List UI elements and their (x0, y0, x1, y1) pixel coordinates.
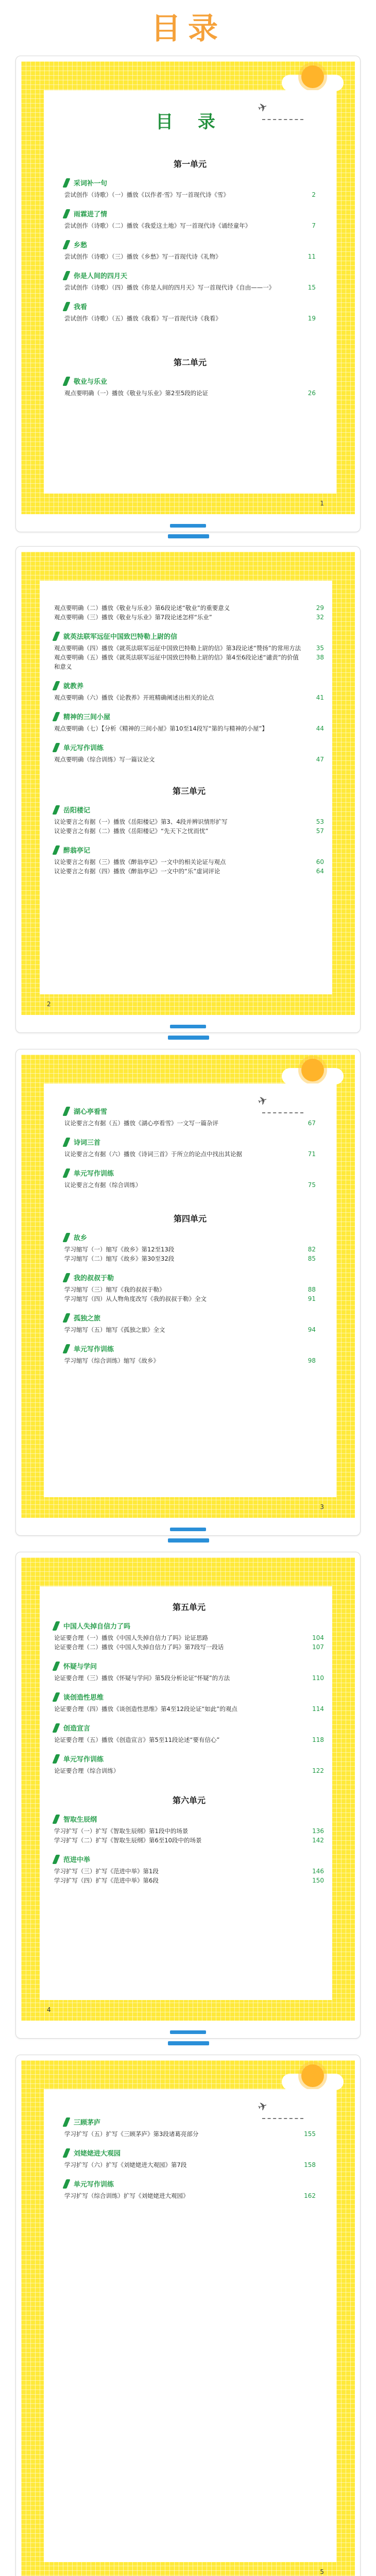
page-number: 67 (307, 1120, 316, 1127)
unit-heading: 第六单元 (172, 1795, 206, 1805)
page-number: 2 (312, 191, 316, 198)
page-number: 114 (312, 1705, 324, 1713)
toc-line[interactable]: 学习扩写（六）扩写《刘姥姥进大观园》第7段 158 (64, 2161, 316, 2168)
sheet-page-number: 3 (320, 1503, 324, 1511)
page-number: 136 (312, 1827, 324, 1835)
toc-content (54, 603, 324, 885)
page-number: 110 (312, 1674, 324, 1682)
page-number: 71 (307, 1150, 316, 1158)
toc-entry[interactable] (64, 209, 316, 230)
lesson-title[interactable]: 故乡 (64, 1232, 316, 1242)
lesson-title[interactable]: 单元写作训练 (64, 1344, 316, 1353)
toc-entry[interactable] (64, 1106, 316, 1128)
toc-entry[interactable] (64, 376, 316, 398)
page-number: 32 (316, 614, 324, 621)
page-number: 47 (316, 756, 324, 763)
divider-bar (168, 534, 209, 538)
toc-line[interactable]: 学习扩写（三）扩写《范进中举》第1段 146 (54, 1868, 324, 1875)
toc-line[interactable]: 观点要明确（六）播放《论教养》开班精确阐述出相关的论点 41 (54, 694, 324, 701)
toc-line[interactable]: 观点要明确（四）播放《就英法联军远征中国致巴特勒上尉的信》第3段论述“赞扬”的常用方法 35 (54, 645, 324, 652)
toc-line[interactable]: 观点要明确（五）播放《就英法联军远征中国致巴特勒上尉的信》第4至6段论述“谴责”的价值和意义 38 (54, 654, 324, 670)
unit-heading: 第二单元 (173, 358, 207, 367)
page-number: 44 (316, 725, 324, 732)
page-number: 26 (307, 389, 316, 397)
page-number: 146 (312, 1868, 324, 1875)
page-number: 91 (307, 1295, 316, 1302)
toc-line[interactable]: 议论要言之有据（五）播放《湖心亭看雪》一文写一篇杂评 67 (64, 1120, 316, 1127)
page-title: 目录 (150, 11, 225, 46)
toc-entry[interactable] (54, 1754, 324, 1775)
toc-line[interactable]: 观点要明确（一）播放《敬业与乐业》第2至5段的论证 26 (64, 389, 316, 397)
paper-plane-icon: ✈ (256, 100, 269, 116)
toc-entry[interactable] (54, 1621, 324, 1652)
page-number: 104 (312, 1634, 324, 1641)
lesson-title[interactable]: 就英法联军远征中国致巴特勒上尉的信 (54, 631, 324, 641)
lesson-title[interactable]: 单元写作训练 (64, 2179, 316, 2189)
toc-entry[interactable] (54, 742, 324, 764)
toc-entry[interactable] (54, 1723, 324, 1744)
toc-entry[interactable] (64, 1232, 316, 1263)
page-frame (21, 2060, 355, 2576)
page-number: 88 (307, 1286, 316, 1293)
toc-line[interactable]: 学习缩写（四）从人物角度改写《我的叔叔于勒》全文 91 (64, 1295, 316, 1302)
page-number: 142 (312, 1837, 324, 1844)
toc-content (64, 1106, 316, 1375)
divider-bar (168, 1538, 209, 1543)
toc-entry[interactable] (54, 1661, 324, 1683)
toc-entry[interactable] (54, 1814, 324, 1845)
sheet-page-number: 2 (47, 1001, 51, 1008)
page-number: 57 (316, 827, 324, 835)
lesson-title[interactable]: 我看 (64, 301, 316, 311)
page-number: 75 (307, 1181, 316, 1189)
toc-line[interactable]: 观点要明确（二）播放《敬业与乐业》第6段论述“敬业”的重要意义 29 (54, 604, 324, 612)
lesson-title[interactable]: 刘姥姥进大观园 (64, 2148, 316, 2158)
toc-line[interactable]: 学习扩写（二）扩写《智取生辰纲》第6至10段中的场景 142 (54, 1837, 324, 1844)
page-number: 94 (307, 1326, 316, 1333)
toc-line[interactable]: 学习缩写（五）缩写《孤独之旅》全文 94 (64, 1326, 316, 1333)
unit-heading: 第一单元 (173, 159, 207, 169)
page-frame (21, 1557, 355, 2021)
lesson-title[interactable]: 智取生辰纲 (54, 1814, 324, 1824)
paper-plane-icon: ✈ (256, 2099, 269, 2115)
toc-line[interactable]: 议论要言之有据（综合训练） 75 (64, 1181, 316, 1189)
lesson-title[interactable]: 湖心亭看雪 (64, 1106, 316, 1116)
toc-entry[interactable] (64, 178, 316, 199)
toc-entry[interactable] (64, 270, 316, 292)
toc-entry[interactable] (54, 845, 324, 876)
page-number: 118 (312, 1736, 324, 1743)
sun-icon (301, 65, 324, 88)
toc-line[interactable]: 学习扩写（四）扩写《范进中举》第6段 150 (54, 1877, 324, 1884)
page-number: 85 (307, 1255, 316, 1262)
toc-entry[interactable] (54, 1692, 324, 1714)
toc-page-3 (15, 1049, 361, 1536)
page-number: 15 (307, 284, 316, 291)
lesson-title[interactable]: 醉翁亭记 (54, 845, 324, 855)
toc-page-4 (15, 1552, 361, 2039)
toc-entry[interactable] (54, 1854, 324, 1885)
toc-page-5 (15, 2055, 361, 2576)
unit-heading: 第三单元 (172, 786, 206, 796)
lesson-title[interactable]: 单元写作训练 (64, 1168, 316, 1178)
page-number: 11 (307, 253, 316, 260)
sheet-page-number: 5 (320, 2568, 324, 2575)
toc-line[interactable]: 尝试创作（诗歌）（四）播放《你是人间的四月天》写一首现代诗《自由——一》 15 (64, 284, 316, 291)
sheet-page-number: 4 (47, 2006, 51, 2013)
lesson-title[interactable]: 岳阳楼记 (54, 805, 324, 815)
lesson-title[interactable]: 就教养 (54, 681, 324, 690)
page-frame (21, 1055, 355, 1518)
toc-line[interactable]: 论证要合理（五）播放《创造宣言》第5至11段论述“要有信心” 118 (54, 1736, 324, 1743)
page-number: 150 (312, 1877, 324, 1884)
lesson-title[interactable]: 乡愁 (64, 240, 316, 249)
toc-entry[interactable] (64, 1137, 316, 1159)
toc-line[interactable]: 尝试创作（诗歌）（三）播放《乡愁》写一首现代诗《礼物》 11 (64, 253, 316, 260)
page-number: 19 (307, 315, 316, 322)
toc-page-1 (15, 56, 361, 532)
toc-line[interactable]: 学习缩写（一）缩写《故乡》第12至13段 82 (64, 1246, 316, 1253)
page-tab-bar (170, 1025, 206, 1028)
lesson-title[interactable]: 单元写作训练 (54, 1754, 324, 1764)
toc-entry[interactable] (64, 1313, 316, 1334)
page-number: 41 (316, 694, 324, 701)
page-number: 162 (304, 2192, 316, 2199)
toc-entry[interactable] (64, 240, 316, 261)
sun-icon (301, 2064, 324, 2087)
unit-heading: 第五单元 (172, 1602, 206, 1612)
header (0, 0, 376, 52)
page-number: 158 (304, 2161, 316, 2168)
sun-icon (301, 1059, 324, 1081)
lesson-title[interactable]: 三顾茅庐 (64, 2117, 316, 2127)
lesson-title[interactable]: 怀疑与学问 (54, 1661, 324, 1671)
toc-entry[interactable] (54, 631, 324, 671)
page-number: 7 (312, 222, 316, 229)
toc-page-2 (15, 546, 361, 1033)
toc-entry[interactable] (54, 681, 324, 702)
page-number: 64 (316, 868, 324, 875)
page-number: 82 (307, 1246, 316, 1253)
toc-content (54, 1599, 324, 1894)
toc-line[interactable]: 观点要明确（七）【分析《精神的三间小屋》第10至14段写“第的与精神的小屋”】 44 (54, 725, 324, 732)
page-number: 107 (312, 1643, 324, 1651)
divider-bar (168, 1036, 209, 1040)
toc-line[interactable]: 学习缩写（三）缩写《我的叔叔于勒》 88 (64, 1286, 316, 1293)
unit-heading: 第四单元 (173, 1214, 207, 1224)
page-number: 155 (304, 2130, 316, 2138)
page-frame (21, 552, 355, 1015)
toc-line[interactable]: 议论要言之有据（六）播放《诗词三首》于所立的论点中找出其论据 71 (64, 1150, 316, 1158)
toc-entry[interactable] (64, 1273, 316, 1303)
lesson-title[interactable]: 孤独之旅 (64, 1313, 316, 1323)
toc-entry[interactable] (64, 2148, 316, 2170)
toc-line[interactable]: 议论要言之有据（二）播放《岳阳楼记》“先天下之忧而忧” 57 (54, 827, 324, 835)
toc-entry[interactable] (64, 2179, 316, 2200)
toc-line[interactable]: 尝试创作（诗歌）（五）播放《我看》写一首现代诗《我看》 19 (64, 315, 316, 322)
toc-line[interactable]: 学习缩写（二）缩写《故乡》第30至32段 85 (64, 1255, 316, 1262)
page-number: 122 (312, 1767, 324, 1774)
toc-line[interactable]: 议论要言之有据（一）播放《岳阳楼记》第3、4段并辨识情形扩写 53 (54, 818, 324, 825)
toc-line[interactable]: 尝试创作（诗歌）（一）播放《以作者·雪》写一首现代诗《雪》 2 (64, 191, 316, 198)
page-frame (21, 61, 355, 514)
page-number: 60 (316, 858, 324, 866)
toc-entry[interactable] (64, 301, 316, 323)
lesson-title[interactable]: 谈创造性思维 (54, 1692, 324, 1702)
page-tab-bar (170, 1528, 206, 1531)
toc-line[interactable]: 论证要合理（一）播放《中国人失掉自信力了吗》论证思路 104 (54, 1634, 324, 1641)
toc-line[interactable]: 论证要合理（三）播放《怀疑与学问》第5段分析论证“怀疑”的方法 110 (54, 1674, 324, 1682)
toc-title: 目 录 (156, 112, 225, 132)
page-number: 38 (316, 654, 324, 661)
lesson-title[interactable]: 你是人间的四月天 (64, 270, 316, 280)
toc-line[interactable]: 议论要言之有据（三）播放《醉翁亭记》一文中的相关论证与观点 60 (54, 858, 324, 866)
toc-entry[interactable] (64, 2117, 316, 2139)
lesson-title[interactable]: 敬业与乐业 (64, 376, 316, 386)
toc-entry[interactable] (54, 805, 324, 836)
sheet-page-number: 1 (320, 500, 324, 507)
lesson-title[interactable]: 范进中举 (54, 1854, 324, 1864)
toc-line[interactable]: 观点要明确（三）播放《敬业与乐业》第7段论述怎样“乐业” 32 (54, 614, 324, 621)
lesson-title[interactable]: 采词补一句 (64, 178, 316, 188)
toc-line[interactable]: 议论要言之有据（四）播放《醉翁亭记》一文中的“乐”虚词评论 64 (54, 868, 324, 875)
toc-line[interactable]: 论证要合理（二）播放《中国人失掉自信力了吗》第7段写一段话 107 (54, 1643, 324, 1651)
toc-line[interactable]: 尝试创作（诗歌）（二）播放《我爱这土地》写一首现代诗《诵经童年》 7 (64, 222, 316, 229)
lesson-title[interactable]: 精神的三间小屋 (54, 711, 324, 721)
page-number: 98 (307, 1357, 316, 1364)
toc-line[interactable]: 学习扩写（五）扩写《三顾茅庐》第3段诸葛亮部分 155 (64, 2130, 316, 2138)
page-tab-bar (170, 2030, 206, 2034)
toc-entry[interactable] (64, 1344, 316, 1365)
lesson-title[interactable]: 单元写作训练 (54, 742, 324, 752)
page-number: 35 (316, 645, 324, 652)
page-tab-bar (170, 524, 206, 528)
page-number: 53 (316, 818, 324, 825)
toc-content (64, 108, 316, 407)
divider-bar (168, 2041, 209, 2045)
toc-line[interactable]: 观点要明确（综合训练）写一篇议论文 47 (54, 756, 324, 763)
page-number: 29 (316, 604, 324, 612)
paper-plane-icon: ✈ (256, 1093, 269, 1109)
toc-line[interactable]: 论证要合理（四）播放《谈创造性思维》第4至12段论证“如此”的观点 114 (54, 1705, 324, 1713)
lesson-title[interactable]: 创造宣言 (54, 1723, 324, 1733)
toc-entry[interactable] (54, 711, 324, 733)
toc-entry[interactable] (64, 1168, 316, 1190)
lesson-title[interactable]: 我的叔叔于勒 (64, 1273, 316, 1282)
toc-line[interactable]: 学习缩写（综合训练）缩写《故乡》 98 (64, 1357, 316, 1364)
lesson-title[interactable]: 雨霖进了情 (64, 209, 316, 218)
lesson-title[interactable]: 诗词三首 (64, 1137, 316, 1147)
toc-content (64, 2117, 316, 2210)
lesson-title[interactable]: 中国人失掉自信力了吗 (54, 1621, 324, 1631)
toc-line[interactable]: 学习扩写（综合训练）扩写《刘姥姥进大观园》 162 (64, 2192, 316, 2199)
toc-line[interactable]: 学习扩写（一）扩写《智取生辰纲》第1段中的场景 136 (54, 1827, 324, 1835)
toc-line[interactable]: 论证要合理（综合训练） 122 (54, 1767, 324, 1774)
